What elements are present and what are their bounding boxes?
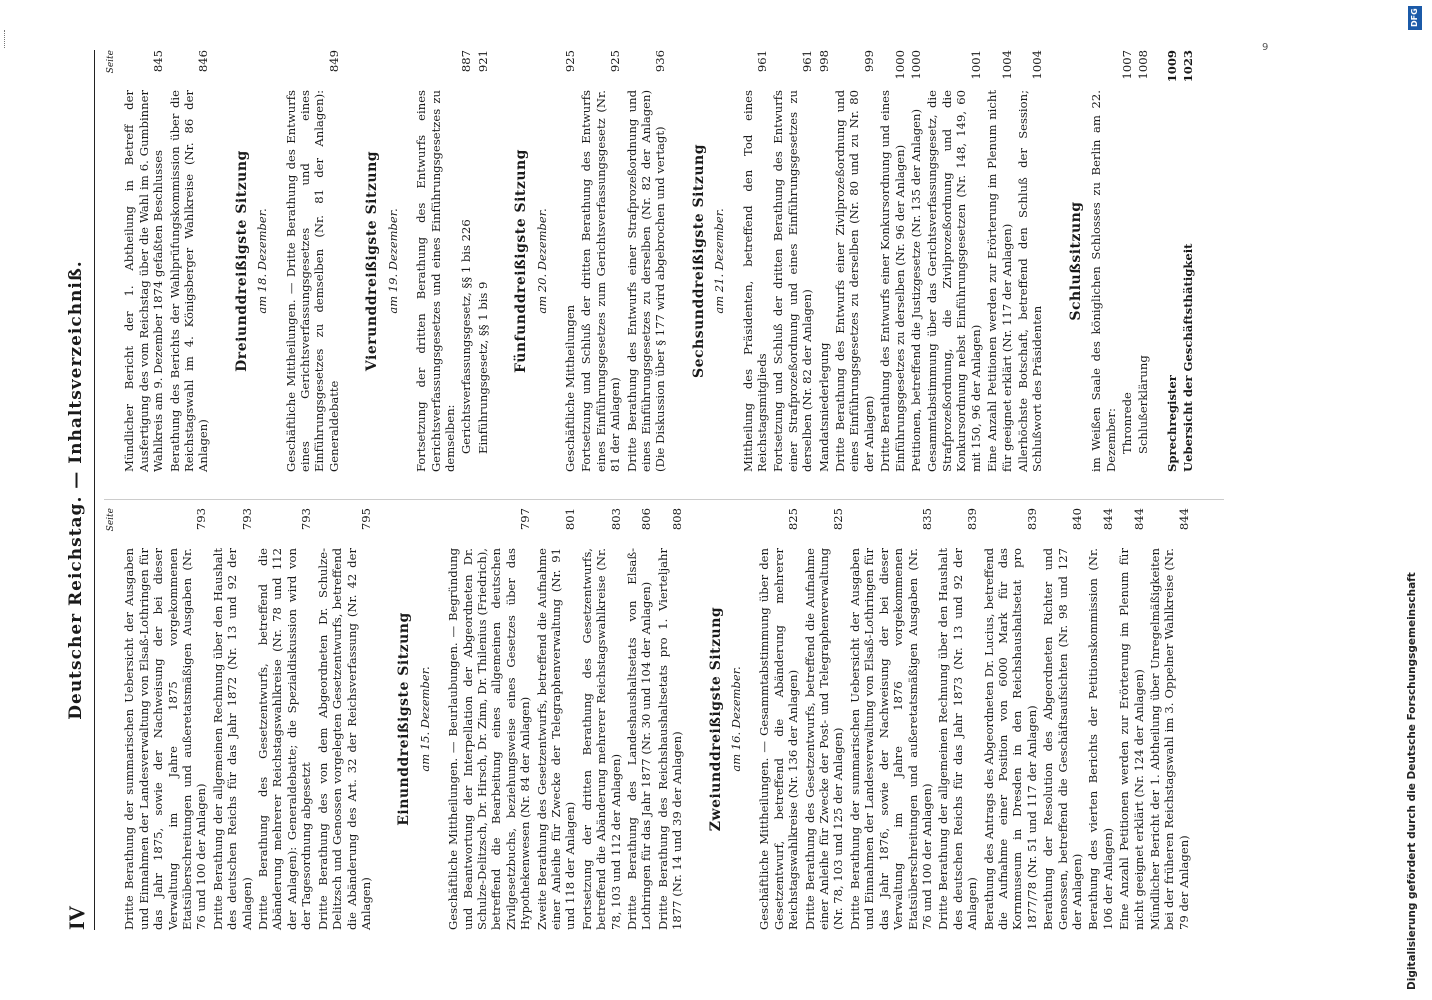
toc-entry-text: Dritte Berathung des von dem Abgeordneten Dr. Schulze-Delitzsch und Genossen vorgelegten Gesetzentwurfs, betreffend die Abänderung des Art. 32 der Reichsverfassung (Nr. 42 der Anlagen) xyxy=(315,548,373,930)
session-date: am 18. Dezember. xyxy=(255,208,270,314)
toc-entry-text: Fortsetzung und Schluß der dritten Berathung des Entwurfs eines Einführungsgesetzes zum Gerichtsverfassungsgesetz (Nr. 81 der Anlagen) xyxy=(579,90,623,472)
toc-entry-page: 835 xyxy=(919,508,934,531)
toc-entry-page: 808 xyxy=(670,508,685,531)
session-date: am 16. Dezember. xyxy=(729,666,744,772)
toc-entry-text: Dritte Berathung des Entwurfs einer Strafprozeßordnung und eines Einführungsgesetzes zu derselben (Nr. 82 der Anlagen) (Die Diskussion über § 177 wird abgebrochen und vertagt) xyxy=(624,90,668,472)
toc-entry xyxy=(625,508,654,930)
toc-entry xyxy=(122,508,208,930)
toc-entry-text: Geschäftliche Mittheilungen xyxy=(562,304,577,472)
toc-entry-page: 887 xyxy=(459,50,474,73)
toc-entry-text: Sprechregister xyxy=(1164,375,1179,472)
session-date: am 19. Dezember. xyxy=(385,208,400,314)
session-title: Schlußsitzung xyxy=(1067,201,1084,321)
toc-entry xyxy=(122,50,165,472)
toc-entry-text: Geschäftliche Mittheilungen. — Gesammtabstimmung über den Gesetzentwurf, betreffend die Abänderung mehrerer Reichstagswahlkreise (Nr. 136 der Anlagen) xyxy=(757,548,801,930)
toc-entry-page: 840 xyxy=(1069,508,1084,531)
toc-entry xyxy=(535,508,578,930)
toc-entry-text: Geschäftliche Mittheilungen. — Dritte Berathung des Entwurfs eines Gerichtsverfassungsgesetzes und eines Einführungsgesetzes zu demselben (Nr. 81 der Anlagen): Generaldebatte xyxy=(283,90,341,472)
toc-entry xyxy=(741,50,770,472)
toc-entry xyxy=(1041,508,1084,930)
toc-entry xyxy=(936,508,979,930)
toc-entry-text: Berathung des Berichts der Wahlprüfungskommission über die Reichstagswahl im 4. Königsberger Wahlkreise (Nr. 86 der Anlagen) xyxy=(167,90,211,472)
toc-entry xyxy=(476,50,490,472)
digitization-watermark: Digitalisierung gefördert durch die Deutsche Forschungsgemeinschaft xyxy=(1406,572,1418,990)
toc-entry-text: Thronrede xyxy=(1119,392,1134,454)
toc-entry-page: 961 xyxy=(800,50,815,73)
toc-entry-page: 793 xyxy=(194,508,209,531)
toc-entry xyxy=(316,508,374,930)
seite-label: Seite xyxy=(106,50,116,74)
session-date: am 21. Dezember. xyxy=(712,208,727,314)
right-column xyxy=(104,50,1284,472)
toc-entry xyxy=(563,50,577,472)
toc-entry xyxy=(459,50,473,472)
toc-entry-text: Petitionen, betreffend die Justizgesetze (Nr. 135 der Anlagen) xyxy=(909,108,924,472)
toc-entry-page: 961 xyxy=(755,50,769,73)
toc-entry-page: 1004 xyxy=(1030,50,1045,80)
toc-entry-page: 1023 xyxy=(1181,50,1196,83)
toc-entry-page: 793 xyxy=(299,508,314,531)
closing-items xyxy=(1120,50,1151,472)
toc-entry-text: Zweite Berathung des Gesetzentwurfs, betreffend die Aufnahme einer Anleihe für Zwecke der Telegraphenverwaltung (Nr. 91 und 118 der Anlagen) xyxy=(534,548,578,930)
toc-entry-text: Dritte Berathung der allgemeinen Rechnung über den Haushalt des deutschen Reichs für das Jahr 1873 (Nr. 13 und 92 der Anlagen) xyxy=(936,548,980,930)
toc-entry-page: 925 xyxy=(562,50,577,73)
page-number: IV xyxy=(64,905,89,930)
session-title: Zweiunddreißigste Sitzung xyxy=(707,606,724,832)
toc-entry-page: 1009 xyxy=(1164,50,1179,83)
toc-entry-page: 839 xyxy=(1024,508,1039,531)
toc-entry xyxy=(1136,50,1150,454)
column-divider xyxy=(104,499,1224,500)
toc-entry xyxy=(625,50,668,472)
toc-entry-text: Fortsetzung der dritten Berathung des Gesetzentwurfs, betreffend die Abänderung mehrerer Reichstagswahlkreise (Nr. 78, 103 und 112 der Anlagen) xyxy=(579,548,623,930)
toc-entry xyxy=(985,50,1014,472)
seite-label: Seite xyxy=(106,508,116,532)
toc-entry xyxy=(446,508,532,930)
toc-entry xyxy=(580,508,623,930)
toc-entry-text: Dritte Berathung des Reichshaushaltsetats pro 1. Vierteljahr 1877 (Nr. 14 und 39 der Anlagen) xyxy=(655,548,685,930)
toc-entry-page: 999 xyxy=(861,50,876,73)
toc-entry-page: 1004 xyxy=(999,50,1014,80)
toc-entry-text: Mittheilung des Präsidenten, betreffend den Tod eines Reichstagsmitglieds xyxy=(740,90,769,472)
session-date: am 15. Dezember. xyxy=(417,666,432,772)
toc-entry xyxy=(817,50,831,472)
toc-entry xyxy=(1181,50,1195,472)
toc-entry-page: 844 xyxy=(1176,508,1191,531)
toc-entry-page: 998 xyxy=(816,50,831,73)
toc-entry xyxy=(579,50,622,472)
toc-entry-text: Einführungsgesetz, §§ 1 bis 9 xyxy=(475,281,490,454)
closing-intro: im Weißen Saale des königlichen Schlosses zu Berlin am 22. Dezember: xyxy=(1089,90,1118,472)
toc-entry-text: Dritte Berathung des Entwurfs einer Konkursordnung und eines Einführungsgesetzes zu derselben (Nr. 96 der Anlagen) xyxy=(878,90,907,472)
toc-entry xyxy=(656,508,685,930)
toc-entry-page: 806 xyxy=(639,508,654,531)
toc-entry-text: Eine Anzahl Petitionen werden zur Erörterung im Plenum nicht für geeignet erklärt (Nr. 117 der Anlagen) xyxy=(985,90,1014,472)
toc-entry xyxy=(1117,508,1146,930)
toc-entry xyxy=(1120,50,1134,454)
toc-entry-page: 1007 xyxy=(1119,50,1134,80)
scan-speck xyxy=(4,30,13,48)
toc-entry xyxy=(414,50,457,472)
toc-entry-text: Gerichtsverfassungsgesetz, §§ 1 bis 226 xyxy=(459,219,474,454)
toc-entry-text: Fortsetzung der dritten Berathung des Entwurfs eines Gerichtsverfassungsgesetzes und eines Einführungsgesetzes zu demselben: xyxy=(414,90,457,472)
toc-entry xyxy=(982,508,1040,930)
toc-entry-page: 797 xyxy=(518,508,533,531)
toc-entry xyxy=(168,50,211,472)
toc-entry xyxy=(909,50,923,472)
toc-entry xyxy=(284,50,342,472)
toc-entry-page: 803 xyxy=(608,508,623,531)
toc-entry-page: 795 xyxy=(358,508,373,531)
toc-entry-page: 1001 xyxy=(968,50,983,80)
toc-entry xyxy=(211,508,254,930)
toc-entry-page: 925 xyxy=(608,50,623,73)
toc-entry-text: Mündlicher Bericht der 1. Abtheilung über Unregelmäßigkeiten bei der früheren Reichstagswahl im 3. Oppelner Wahlkreise (Nr. 79 der Anlagen) xyxy=(1148,548,1191,930)
toc-entry-text: Schlußerklärung xyxy=(1136,355,1151,454)
page-header xyxy=(60,50,95,930)
toc-entry xyxy=(878,50,907,472)
toc-entry xyxy=(803,508,846,930)
session-date: am 20. Dezember. xyxy=(534,208,549,314)
final-entries xyxy=(1165,50,1196,472)
toc-entry-text: Dritte Berathung des Entwurfs einer Zivilprozeßordnung und eines Einführungsgesetzes zu derselben (Nr. 80 und zu Nr. 80 der Anlagen) xyxy=(833,90,876,472)
right-entries-top xyxy=(122,50,210,472)
right-entries-s6 xyxy=(741,50,1045,472)
toc-entry-page: 825 xyxy=(786,508,801,531)
left-column xyxy=(104,508,1284,930)
session-title: Dreiunddreißigste Sitzung xyxy=(233,150,250,372)
toc-entry-page: 839 xyxy=(965,508,980,531)
toc-entry xyxy=(1016,50,1045,472)
toc-entry-text: Uebersicht der Geschäftsthätigkeit xyxy=(1181,243,1196,472)
left-entries-bottom xyxy=(757,508,1191,930)
left-entries-mid xyxy=(446,508,685,930)
toc-entry-page: 1000 xyxy=(892,50,907,80)
toc-entry-page: 921 xyxy=(475,50,490,73)
toc-entry-text: Eine Anzahl Petitionen werden zur Erörterung im Plenum für nicht geeignet erklärt (Nr. 124 der Anlagen) xyxy=(1117,548,1146,930)
toc-entry-text: Mandatsniederlegung xyxy=(816,342,831,472)
corner-mark: 9 xyxy=(1262,42,1269,53)
toc-entry-page: 849 xyxy=(326,50,341,73)
toc-entry-text: Dritte Berathung des Landeshaushaltsetats von Elsaß-Lothringen für das Jahr 1877 (Nr. 30 und 104 der Anlagen) xyxy=(625,548,654,930)
toc-entry-text: Mündlicher Bericht der 1. Abtheilung in Betreff der Ausfertigung des vom Reichstag über die Wahl im 6. Gumbinner Wahlkreis am 9. Dezember 1874 gefaßten Beschlusses xyxy=(122,90,166,472)
toc-entry-page: 801 xyxy=(563,508,578,531)
toc-entry-page: 825 xyxy=(831,508,846,531)
right-entries-s5 xyxy=(563,50,668,472)
toc-entry-page: 844 xyxy=(1131,508,1146,531)
toc-entry xyxy=(1165,50,1179,472)
toc-entry-text: Dritte Berathung der summarischen Uebersicht der Ausgaben und Einnahmen der Landesverwaltung von Elsaß-Lothringen für das Jahr 1876, sowie der Nachweisung der bei dieser Verwaltung im Jahre 1876 vorgekommenen Etatsüberschreitungen und außeretatsmäßigen Ausgaben (Nr. 76 und 100 der Anlagen) xyxy=(847,548,934,930)
toc-entry-text: Gesammtabstimmung über das Gerichtsverfassungsgesetz, die Strafprozeßordnung, die Zivilprozeßordnung und die Konkursordnung nebst Einführungsgesetzen (Nr. 148, 149, 60 mit 150, 96 der Anlagen) xyxy=(925,90,983,472)
session-title: Einunddreißigste Sitzung xyxy=(396,612,413,826)
toc-entry xyxy=(833,50,876,472)
session-title: Sechsunddreißigste Sitzung xyxy=(690,144,707,379)
toc-entry-page: 844 xyxy=(1100,508,1115,531)
toc-entry xyxy=(757,508,800,930)
right-entries-s4 xyxy=(414,50,490,472)
toc-entry-text: Geschäftliche Mittheilungen. — Beurlaubungen. — Begründung und Beantwortung der Interpellation der Abgeordneten Dr. Schulze-Delitzsch, Dr. Hirsch, Dr. Zinn, Dr. Thilenius (Friedrich), betreffend die Bearbeitung eines allgemeinen deutschen Zivilgesetzbuchs, beziehungsweise eines Gesetzes über das Hypothekenwesen (Nr. 84 der Anlagen) xyxy=(446,548,533,930)
left-entries-top xyxy=(122,508,373,930)
toc-entry xyxy=(771,50,814,472)
toc-entry-text: Fortsetzung und Schluß der dritten Berathung des Entwurfs einer Strafprozeßordnung und eines Einführungsgesetzes zu derselben (Nr. 82 der Anlagen) xyxy=(771,90,815,472)
toc-entry-text: Berathung des Antrags des Abgeordneten Dr. Lucius, betreffend die Aufnahme einer Position von 6000 Mark für das Kornmuseum in Dresden in den Reichshaushaltsetat pro 1877/78 (Nr. 51 und 117 der Anlagen) xyxy=(981,548,1039,930)
toc-entry-text: Dritte Berathung des Gesetzentwurfs, betreffend die Aufnahme einer Anleihe für Zwecke der Post- und Telegraphenverwaltung (Nr. 78, 103 und 125 der Anlagen) xyxy=(802,548,846,930)
toc-entry-page: 1000 xyxy=(909,50,924,80)
dfg-logo: DFG xyxy=(1408,6,1422,30)
toc-entry xyxy=(256,508,314,930)
toc-entry-page: 793 xyxy=(239,508,254,531)
toc-entry-text: Dritte Berathung der allgemeinen Rechnung über den Haushalt des deutschen Reichs für das Jahr 1872 (Nr. 13 und 92 der Anlagen) xyxy=(210,548,254,930)
session-title: Fünfunddreißigste Sitzung xyxy=(513,149,530,373)
toc-entry xyxy=(848,508,934,930)
toc-entry xyxy=(1086,508,1115,930)
toc-entry-text: Berathung der Resolution des Abgeordneten Richter und Genossen, betreffend die Geschäftsaufsichten (Nr. 98 und 127 der Anlagen) xyxy=(1041,548,1084,930)
toc-entry xyxy=(925,50,983,472)
toc-entry xyxy=(1148,508,1191,930)
right-entries-s3 xyxy=(284,50,342,472)
session-title: Vierunddreißigste Sitzung xyxy=(364,150,381,372)
toc-entry-text: Berathung des vierten Berichts der Petitionskommission (Nr. 106 der Anlagen) xyxy=(1086,548,1115,930)
toc-entry-page: 936 xyxy=(653,50,668,73)
toc-entry-text: Dritte Berathung der summarischen Uebersicht der Ausgaben und Einnahmen der Landesverwaltung von Elsaß-Lothringen für das Jahr 1875, sowie der Nachweisung der bei dieser Verwaltung im Jahre 1875 vorgekommenen Etatsüberschreitungen und außeretatsmäßigen Ausgaben (Nr. 76 und 100 der Anlagen) xyxy=(122,548,209,930)
toc-entry-text: Dritte Berathung des Gesetzentwurfs, betreffend die Abänderung mehrerer Reichstagswahlkreise (Nr. 78 und 112 der Anlagen): Generaldebatte; die Spezialdiskussion wird von der Tagesordnung abgesetzt xyxy=(256,548,314,930)
toc-entry-page: 1008 xyxy=(1136,50,1151,80)
running-title: Deutscher Reichstag. — Inhaltsverzeichniß. xyxy=(66,260,86,720)
toc-entry-text: Allerhöchste Botschaft, betreffend den Schluß der Session; Schlußwort des Präsidenten xyxy=(1015,90,1045,472)
toc-entry-page: 845 xyxy=(151,50,166,73)
toc-entry-page: 846 xyxy=(196,50,211,73)
